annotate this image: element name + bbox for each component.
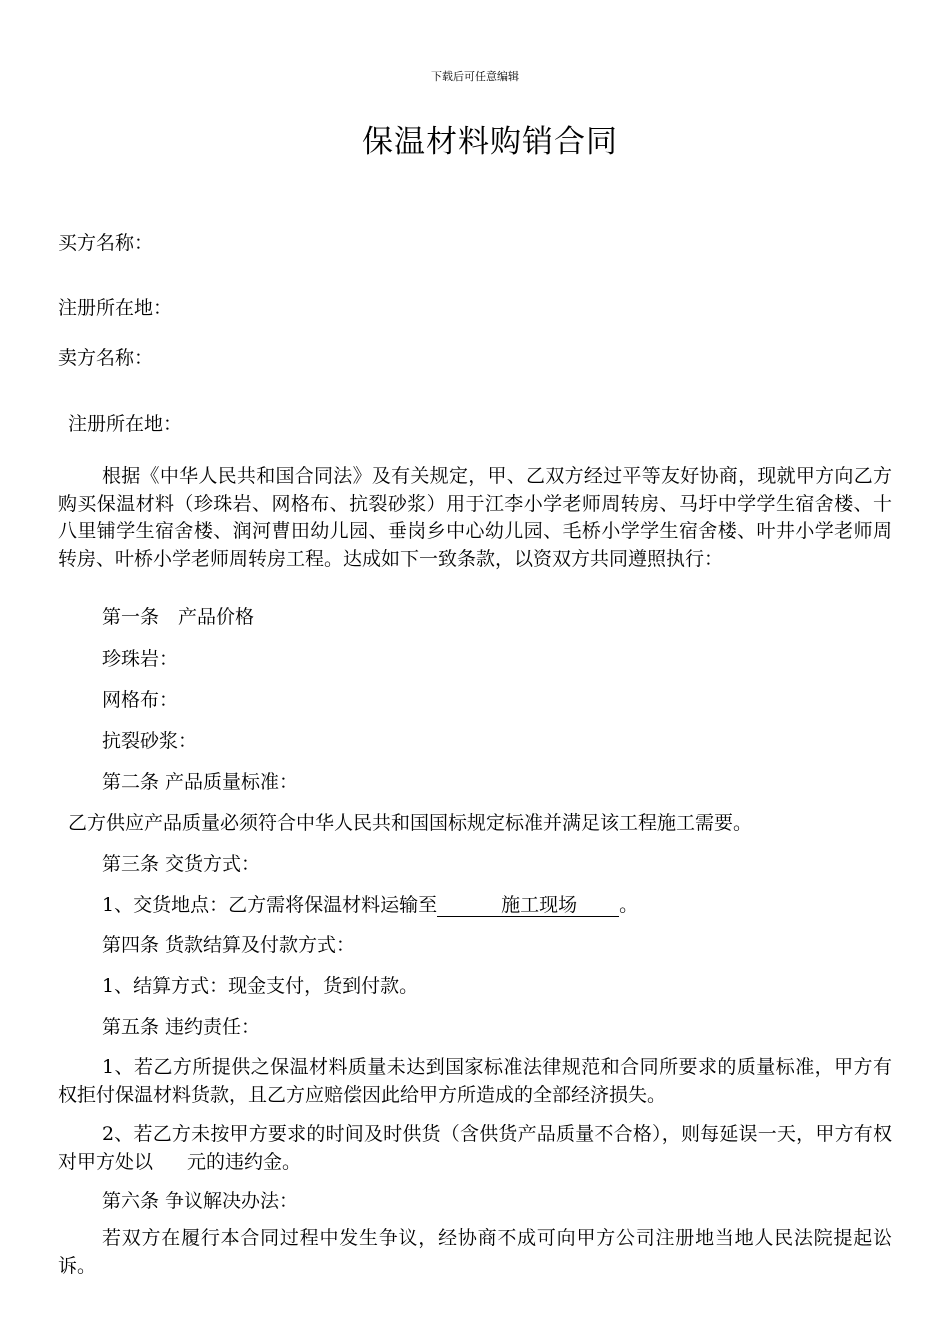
header-note: 下载后可任意编辑 xyxy=(431,70,519,83)
article5-clause1: 1、若乙方所提供之保温材料质量未达到国家标准法律规范和合同所要求的质量标准，甲方有权拒付保温材料货款，且乙方应赔偿因此给甲方所造成的全部经济损失。 xyxy=(58,1056,892,1106)
delivery-text-after: 。 xyxy=(619,894,639,916)
article5-heading: 第五条 违约责任： xyxy=(102,1016,261,1038)
seller-address-label: 注册所在地： xyxy=(68,413,183,435)
article3-delivery-line xyxy=(102,891,638,919)
article3-heading: 第三条 交货方式： xyxy=(102,853,261,875)
article2-heading: 第二条 产品质量标准： xyxy=(102,771,299,793)
buyer-address-label: 注册所在地： xyxy=(58,297,173,319)
article4-text: 1、结算方式：现金支付，货到付款。 xyxy=(102,975,419,997)
article6-text: 若双方在履行本合同过程中发生争议，经协商不成可向甲方公司注册地当地人民法院提起讼诉。 xyxy=(58,1227,892,1277)
seller-name-label: 卖方名称： xyxy=(58,347,154,369)
price-item-mesh: 网格布： xyxy=(102,689,179,711)
article5-clause2 xyxy=(58,1121,892,1176)
price-item-mortar: 抗裂砂浆： xyxy=(102,730,198,752)
article6-heading: 第六条 争议解决办法： xyxy=(102,1190,299,1212)
contract-title: 保温材料购销合同 xyxy=(362,124,618,160)
buyer-name-label: 买方名称： xyxy=(58,232,154,254)
article1-heading: 第一条 产品价格 xyxy=(102,606,255,628)
price-item-perlite: 珍珠岩： xyxy=(102,648,179,670)
article4-heading: 第四条 货款结算及付款方式： xyxy=(102,934,356,956)
clause2-text-after: 元的违约金。 xyxy=(187,1150,302,1173)
clause2-text-before: 2、若乙方未按甲方要求的时间及时供货（含供货产品质量不合格），则每延误一天，甲方有权对甲方处以 xyxy=(58,1123,892,1173)
delivery-location-blank: 施工现场 xyxy=(437,894,619,917)
preamble-paragraph: 根据《中华人民共和国合同法》及有关规定，甲、乙双方经过平等友好协商，现就甲方向乙方购买保温材料（珍珠岩、网格布、抗裂砂浆）用于江李小学老师周转房、马圩中学学生宿舍楼、十八里铺学生宿舍楼、润河曹田幼儿园、垂岗乡中心幼儿园、毛桥小学学生宿舍楼、叶井小学老师周转房、叶桥小学老师周转房工程。达成如下一致条款，以资双方共同遵照执行： xyxy=(58,465,892,570)
delivery-text-before: 1、交货地点：乙方需将保温材料运输至 xyxy=(102,894,438,916)
article2-text: 乙方供应产品质量必须符合中华人民共和国国标规定标准并满足该工程施工需要。 xyxy=(68,812,753,834)
